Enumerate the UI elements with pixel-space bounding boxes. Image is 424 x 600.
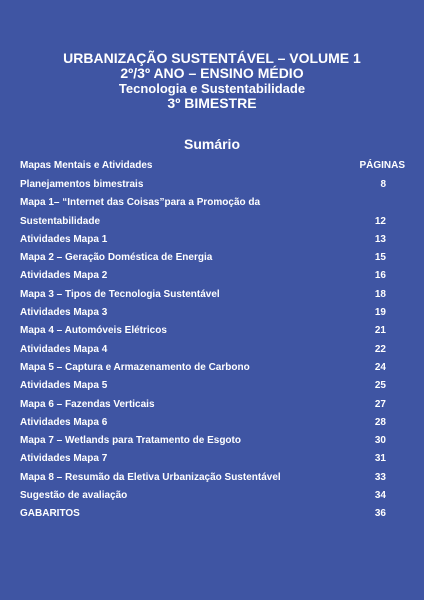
toc-entry-page: 25 bbox=[374, 380, 386, 392]
toc-entry-title: Atividades Mapa 2 bbox=[20, 270, 108, 282]
toc-entry-title: Mapa 7 – Wetlands para Tratamento de Esgoto bbox=[20, 435, 241, 447]
toc-entry-title: Mapa 8 – Resumão da Eletiva Urbanização Sustentável bbox=[20, 471, 281, 483]
toc-entry[interactable] bbox=[20, 452, 386, 470]
toc-entry-page: 15 bbox=[374, 252, 386, 264]
toc-entry-title: GABARITOS bbox=[20, 508, 80, 520]
bimester: 3º BIMESTRE bbox=[167, 95, 257, 111]
toc-header bbox=[20, 160, 405, 174]
toc-entry-page: 13 bbox=[374, 233, 386, 245]
toc-entry[interactable] bbox=[20, 398, 386, 416]
toc-entry-title: Sugestão de avaliação bbox=[20, 490, 128, 502]
toc-entry[interactable] bbox=[20, 416, 386, 434]
toc-header-pages: PÁGINAS bbox=[359, 160, 405, 171]
toc-entry-title: Planejamentos bimestrais bbox=[20, 179, 144, 190]
toc-entry-page: 22 bbox=[374, 343, 386, 355]
toc-entry-title: Mapa 5 – Captura e Armazenamento de Carbono bbox=[20, 361, 250, 373]
toc-entry[interactable] bbox=[20, 288, 386, 306]
toc-entry-page: 33 bbox=[374, 471, 386, 483]
document-header bbox=[0, 51, 424, 111]
toc-entry-page: 21 bbox=[374, 325, 386, 337]
toc-entry[interactable] bbox=[20, 269, 386, 287]
toc-entry-page: 24 bbox=[374, 361, 386, 373]
toc-header-section: Mapas Mentais e Atividades bbox=[20, 160, 153, 171]
toc-entry-page: 27 bbox=[374, 398, 386, 410]
course-name: Tecnologia e Sustentabilidade bbox=[118, 81, 306, 96]
toc-entry[interactable] bbox=[20, 233, 386, 251]
toc-entry-title: Atividades Mapa 5 bbox=[20, 380, 108, 392]
toc-entry[interactable] bbox=[20, 196, 386, 214]
volume-title: URBANIZAÇÃO SUSTENTÁVEL – VOLUME 1 bbox=[63, 50, 361, 66]
toc-entry-page: 18 bbox=[374, 288, 386, 300]
toc-entry-title: Atividades Mapa 3 bbox=[20, 307, 108, 319]
toc-entry-page: 19 bbox=[374, 307, 386, 319]
table-of-contents bbox=[20, 178, 386, 526]
toc-entry-page: 12 bbox=[374, 215, 386, 227]
toc-entry-title: Mapa 4 – Automóveis Elétricos bbox=[20, 325, 167, 337]
toc-entry-page: 8 bbox=[380, 179, 386, 190]
toc-entry-title: Mapa 2 – Geração Doméstica de Energia bbox=[20, 252, 213, 264]
toc-entry[interactable] bbox=[20, 343, 386, 361]
toc-entry[interactable] bbox=[20, 507, 386, 525]
toc-entry-title: Sustentabilidade bbox=[20, 215, 101, 227]
toc-entry[interactable] bbox=[20, 251, 386, 269]
toc-entry-title: Atividades Mapa 1 bbox=[20, 233, 108, 245]
summary-title: Sumário bbox=[183, 136, 240, 152]
toc-entry-title: Atividades Mapa 7 bbox=[20, 453, 108, 465]
toc-entry-title: Atividades Mapa 6 bbox=[20, 416, 108, 428]
toc-entry[interactable] bbox=[20, 471, 386, 489]
toc-entry[interactable] bbox=[20, 178, 386, 196]
toc-entry-title: Atividades Mapa 4 bbox=[20, 343, 108, 355]
toc-entry-page: 34 bbox=[374, 490, 386, 502]
toc-entry-page: 16 bbox=[374, 270, 386, 282]
toc-entry-page: 31 bbox=[374, 453, 386, 465]
toc-entry[interactable] bbox=[20, 434, 386, 452]
toc-entry-title: Mapa 6 – Fazendas Verticais bbox=[20, 398, 155, 410]
toc-entry[interactable] bbox=[20, 379, 386, 397]
toc-entry-page: 28 bbox=[374, 416, 386, 428]
toc-entry-page: 30 bbox=[374, 435, 386, 447]
toc-entry[interactable] bbox=[20, 361, 386, 379]
grade-level: 2º/3º ANO – ENSINO MÉDIO bbox=[120, 65, 304, 81]
toc-entry[interactable] bbox=[20, 306, 386, 324]
toc-entry[interactable] bbox=[20, 489, 386, 507]
toc-entry-title: Mapa 3 – Tipos de Tecnologia Sustentável bbox=[20, 288, 220, 300]
toc-entry[interactable] bbox=[20, 324, 386, 342]
toc-entry[interactable] bbox=[20, 215, 386, 233]
toc-entry-title: Mapa 1– “Internet das Coisas”para a Promoção da bbox=[20, 197, 261, 209]
toc-entry-page: 36 bbox=[374, 508, 386, 520]
